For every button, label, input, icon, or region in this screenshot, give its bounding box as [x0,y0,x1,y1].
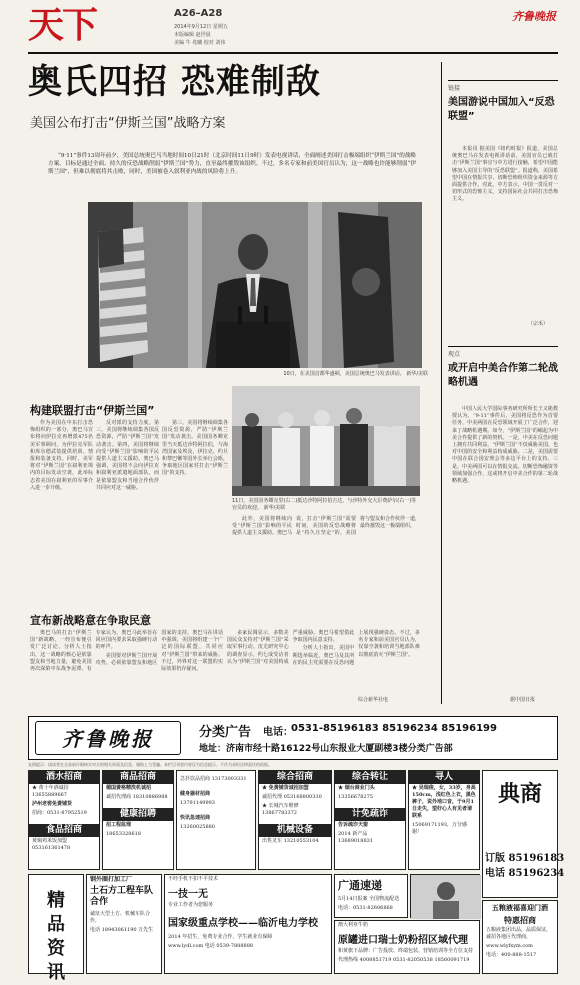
classified-phones: 0531-85196183 85196234 85196199 [291,723,497,734]
ad-col5-head2: 计免疏诈 [335,808,405,821]
section2-col3-text: 多家民调显示，多数美国民众支持对“伊斯兰国”采取军事行动。皮尤研究中心的调查显示，约七成受访者认为“伊斯兰国”对美国构成严重威胁。奥巴马希望借此争取国内民意支持。 [226,630,355,665]
section1-col4 [232,516,420,616]
section2-col4-text: 分析人士指出，美国中期选举临近，奥巴马及其所在的民主党需要在反恐问题上展现强硬姿态。不过，多名专家和前美国官员认为，仅靠空袭和培训当地部队难以彻底消灭“伊斯兰国”。 [292,630,420,666]
section1-col1-text: 作为美国在中东打击恐怖组织的一部分，奥巴马宣布将向伊拉克再增派475名美军事顾问，为伊拉克军队和库尔德武装提供培训、情报和装备支持。同时，美军将对“伊斯兰国”在叙利亚境内的目标发动空袭，此举标志着美国在叙利亚的军事介入进一步升级。 [30,420,93,491]
sidebar-view-tag: 观点 [448,346,558,358]
ad-b3 [164,874,332,974]
ad-col5-line4: 2014 新产品 13689018831 [338,831,373,844]
sidebar-link-source: （宗禾） [528,321,549,327]
classified-header [28,716,558,760]
ad-b6-sub: 特惠招商 [504,915,536,925]
section2-title: 宣布新战略意在争取民意 [30,614,151,627]
ad-col2-line3: 招工程监理 [106,822,132,828]
section1-col2-text: 反对派的支持力度。第三，美国将继续调集各国反恐资源，严防“伊斯兰国”发动袭击。第四，美国将继续向受“伊斯兰国”影响的平民提供人道主义援助。奥巴马强调，美国将不会向伊拉克和叙利亚派遣地面部队，而是依靠盟友和当地合作伙伴共同应对这一威胁。 [96,420,159,491]
sidebar-view-source: 据中国日报 [510,697,536,703]
ad-col1-line1: ★ 黄十年酒诚招 13655889667 [32,785,69,798]
ad-b4-line3: 电话：0531-82606868 [338,905,393,911]
ad-col1-head2: 食品招商 [29,824,99,837]
ad-col3-line2: 健身器材招商 [180,791,211,797]
ad-col6 [408,770,480,870]
editor-credit: 本版编辑 赵世晨 [174,32,211,38]
ad-col4-line1: ★ 免费铺货诚招加盟 [262,785,309,791]
section1-title: 构建联盟打击“伊斯兰国” [30,404,155,417]
ad-b4-photo-image [411,875,481,919]
design-credit: 美编 牛 兆曦 校对 刘伟 [174,40,226,46]
ad-col1-head1: 酒水招商 [29,771,99,784]
ad-col2 [102,770,174,870]
page-range: A26–A28 [174,8,223,19]
ad-col1-line4: 黄焖鸡米饭加盟 053161361478 [32,838,71,851]
ad-b3-line1: 不经手机不扣不平技术 [168,876,219,882]
ad-b2-line1: 土石方工程车队合作 [90,886,154,907]
ad-b2-title: 钢外圈打加工厂 [90,876,133,883]
photo-kerry [232,386,420,496]
ad-b2-line2: 诚征大型土方、机械车队合作， [90,911,151,924]
ad-col5-line1: ★ 烟台商业门头 [338,785,375,791]
ad-col7-row2 [485,864,565,879]
photo2-caption: 11日，美国国务卿克里(右二)抵达沙特阿拉伯吉达，与沙特外交大臣费萨尔(右一)等官员的欢迎。 新华/美联 [232,498,417,511]
ad-col2-head1: 商品招商 [103,771,173,784]
ad-b5-line3: 代理热线 4008851719 0531-82050538 18560091719 [338,957,470,963]
ad-col3-line4: 快讯急速招商 [180,815,211,821]
sidebar-link-body: 本报讯 据美国《纽约时报》报道，美国总统奥巴马在发表电视讲话前，美国官员已就打击“伊斯兰国”事宜与中方进行接触，希望中国能够加入美国主导的“反恐联盟”。报道称，美国希望中国在情报共享、切断恐怖组织资金来源等方面提供合作。对此，中方表示，中国一贯反对一切形式的恐怖主义，支持国际社会共同打击恐怖主义。 [452,146,558,203]
classified-logo-box [35,721,181,755]
ad-b3-line2: 一技一无 [168,889,208,900]
ad-b5-line1: 澳大利亚牛奶 [338,922,369,928]
ad-col5-head1: 综合转让 [335,771,405,784]
classified-tag: 分类广告 [199,725,252,740]
main-subheadline: 美国公布打击“伊斯兰国”战略方案 [30,116,226,131]
sidebar-link-title: 美国游说中国加入“反恐联盟” [448,97,555,122]
classified-notice: 友情提示：请读者在交易前仔细核实对方的相关资质及信息，谨防上当受骗。本栏目刊登内容仅为信息提示，不作为承担法律责任的依据。 [28,762,272,767]
ad-b5-title: 原罐进口瑞士奶粉招区域代理 [338,935,468,946]
masthead-rule [28,52,558,54]
ad-b3-line5: www.lydl.com 电话 0539-7888888 [168,943,254,949]
ad-col3-line5: 13260025880 [180,824,215,830]
photo-obama [88,202,422,368]
section1-col4-text: 此外，美国将继续向受“伊斯兰国”影响的平民提供人道主义援助。奥巴马说，打击“伊斯兰国”需要时间，美国的反恐战略将是“持久且坚定”的，美国将与盟友和合作伙伴一道，最终摧毁这一极端组织。 [232,516,421,537]
ad-b2-line3: 电话 18943061190 万先生 [90,927,154,933]
issue-date: 2014年9月12日 星期五 [174,24,228,30]
ad-b6 [482,900,558,974]
ad-b1-text: 精品 资讯 [47,890,65,983]
photo1-caption: 10日，在美国首都华盛顿，美国总统奥巴马发表讲话。 新华/美联 [283,371,428,377]
ad-col1-line2: 泸州老窖免费铺货 [32,801,73,807]
ad-col4-head2: 机械设备 [259,824,331,837]
classified-logo: 齐鲁晚报 [62,727,154,751]
ad-col3-line3: 13791149993 [180,800,215,806]
ad-col1-line3: 招商：0531-87952519 [32,810,87,816]
section1-col3 [162,420,228,616]
ad-col7-logo-area [483,771,557,847]
ad-b4-line1: 广通速递 [338,879,382,892]
ad-col6-line1: ★ 吴瑞俊，女，33岁，身高150cm，浅红色上衣，黑色裤子，说外地口音，于9月1日走失，望好心人有见者请联系 [412,785,476,819]
main-byline: 综合新华社电 [358,697,389,703]
main-headline: 奥氏四招 恐难制敌 [28,62,321,102]
ad-col5-line2: 13356678275 [338,794,373,800]
ad-col5-line3: 告诉疏诈天窗 [338,822,369,828]
ad-b4-line2: 5月14日报案 全国物流配送 [338,896,400,902]
ad-col7-row1 [485,849,565,864]
column-divider [441,62,442,704]
ad-b6-line3: 电话：400-888-1517 [486,952,537,958]
classified-address: 地址：济南市经十路16122号山东报业大厦副楼3楼分类广告部 [199,744,453,754]
ad-col7-phones [483,847,565,881]
ad-b4 [334,874,408,918]
ad-b5-line2: 和黄旗下品牌：广告投放、终端包装、营销培训等全方位支持 [338,948,474,954]
ad-col2-line2: 诚招代理商 18310886988 [106,794,168,800]
ad-b4-photo [410,874,480,918]
section2-col1-text: 奥巴马的打击“伊斯兰国”新战略，一经宣布便引发广泛讨论。分析人士指出，这一战略的核心是依靠盟友和当地力量，避免美国再次深陷中东战争泥潭。有专家认为，奥巴马此举旨在回应国内要求采取强硬行动的呼声。 [30,630,158,673]
ad-col7-phone2: 85196234 [508,868,565,879]
classified-phone-label: 电话： [263,727,293,738]
paper-logo: 齐鲁晚报 [512,10,556,23]
ad-col4 [258,770,332,870]
ad-col7-label2: 电话 [485,868,505,879]
ad-b6-title: 五粮液福喜迎门酒 [492,903,548,912]
ad-col4-line4: 出售叉车 13210553104 [262,838,319,844]
ad-col4-head1: 综合招商 [259,771,331,784]
ad-b1 [28,874,84,983]
ad-col7 [482,770,565,898]
ad-col4-line2: 诚招代理 053168800330 [262,794,322,800]
ad-col7-label1: 订版 [485,853,505,864]
ad-b6-line1: 五粮液集团出品，品质保证，诚招各地区代理商， [486,927,552,940]
ad-col3-line1: 急扑饮品招商 13173003331 [180,776,247,782]
sidebar-view-title: 或开启中美合作第二轮战略机遇 [448,363,558,388]
ad-b5 [334,920,480,974]
ad-b3-title: 国家级重点学校——临沂电力学校 [168,918,318,929]
ad-b6-line2: www.wlyfxym.com [486,943,533,949]
ad-b2 [86,874,162,974]
ad-col3 [176,770,256,870]
ad-col5 [334,770,406,870]
ad-col4-line3: ★ 长城汽车维修 13867783372 [262,803,299,816]
section-logo-text: 天下 [28,5,97,46]
section2-body [30,630,420,704]
ad-col2-line1: 德国费格精洗机诚招 [106,785,152,791]
ad-col7-logo: 典商 [497,781,542,807]
lead-paragraph: “9·11”事件13周年前夕，美国总统奥巴马当地时间10日21时（北京时间11日9时）发表电视讲话，全面阐述美国打击极端组织“伊斯兰国”的战略方案，目标是通过全面、持久的反恐战略削弱“伊斯兰国”势力，直至最终摧毁该组织。不过，多名专家和前美国官员认为，这一战略也许能够削弱“伊斯兰国”，但难以彻底将其击败，同时，美国被卷入叙利亚内战的风险将上升。 [48,153,416,175]
ad-col6-line2: 15069171193，万分感谢！ [412,822,467,835]
ad-col2-line4: 18653328618 [106,831,141,837]
sidebar-link-tag: 链接 [448,80,558,92]
section2-col2-text: 美国要对伊斯兰国开展攻势，必须依靠盟友和地区国家的支持。奥巴马在讲话中强调，美国将组建一个广泛的国际联盟，共同应对“伊斯兰国”带来的威胁。不过，外界对这一联盟的实际效果仍存疑问。 [95,630,223,673]
section1-col1 [30,420,93,616]
ad-col1 [28,770,100,870]
ad-b3-line3: 专业工作者为您服务 [168,902,214,908]
section1-col3-text: 第三，美国将继续调集各国反恐资源，严防“伊斯兰国”发动袭击。美国国务卿克里当天抵达沙特阿拉伯，与海湾国家及埃及、伊拉克、约旦和黎巴嫩等国外长举行会晤，争取地区国家对打击“伊斯兰国”的支持。 [162,420,228,477]
sidebar-view-body: 中国人民大学国际事务研究所所长王义桅教授认为，“9·11”事件后，美国将反恐作为首要任务，中美两国在反恐领域开展了广泛合作，迎来了战略机遇期。如今，“伊斯兰国”的崛起为中美合作提供了新的契机。一是，中美在反恐问题上拥有共同利益，“伊斯兰国”不仅威胁美国，也对中国的安全和利益构成威胁。二是，美国需要中国在联合国安理会等多边平台上的支持。三是，中美两国可以在情报交流、切断恐怖融资等领域加强合作，这或将开启中美合作的第二轮战略机遇。 [452,406,558,485]
ad-col2-head2: 健康招聘 [103,808,173,821]
ad-col7-phone1: 85196183 [508,853,565,864]
ad-b3-line4: 2014 年招生，免费专业合作，学生就业有保障 [168,934,273,940]
photo-kerry-image [232,386,420,496]
section1-col2 [96,420,159,616]
section-logo [28,6,128,48]
photo-obama-image [88,202,422,368]
ad-col6-head1: 寻人 [409,771,479,784]
